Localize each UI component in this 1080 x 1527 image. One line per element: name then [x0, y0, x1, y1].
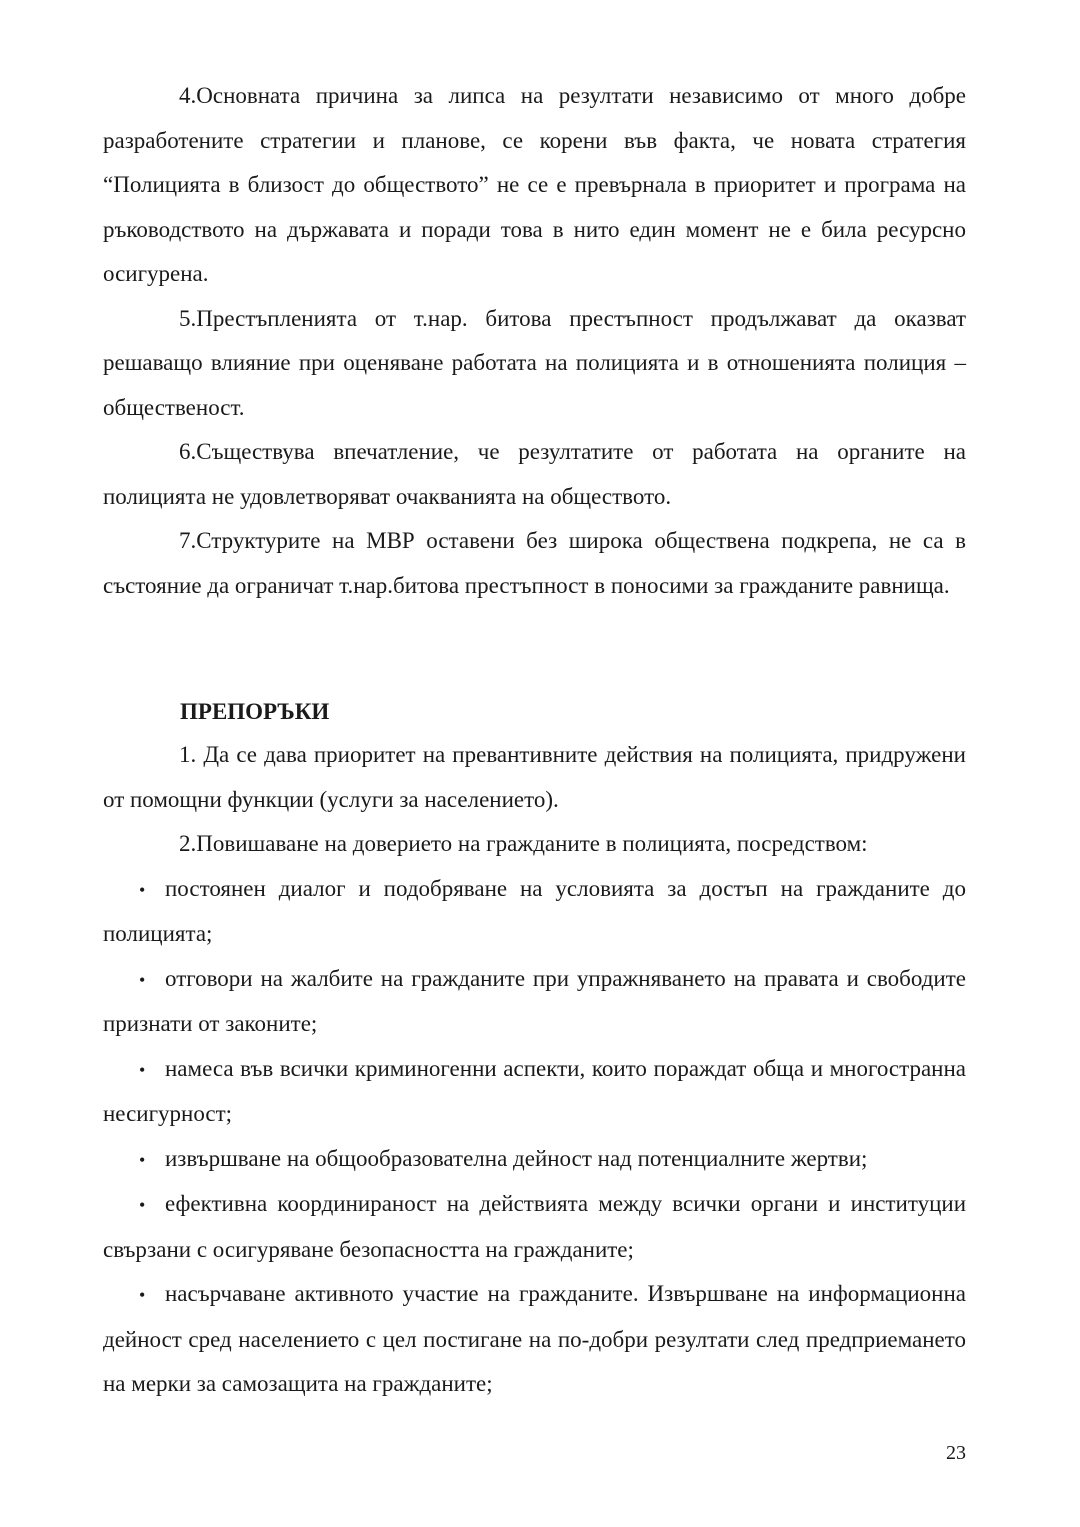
bullet-icon: •: [139, 1059, 146, 1080]
recommendation-item-2: 2.Повишаване на доверието на гражданите в полицията, посредством:: [179, 831, 868, 856]
findings-section: [103, 74, 966, 608]
bullet-text: извършване на общообразователна дейност над потенциалните жертви;: [165, 1145, 868, 1171]
bullet-icon: •: [139, 1285, 146, 1305]
finding-paragraph-4: 4.Основната причина за липса на резултати независимо от много добре разработените стратегии и планове, се корени във факта, че новата стратегия “Полицията в близост до обществото” не се е превърнала в приоритет и програма на ръководството на държавата и поради това в нито един момент не е била ресурсно осигурена.: [103, 83, 966, 286]
bullet-icon: •: [139, 969, 146, 990]
bullet-text: отговори на жалбите на гражданите при упражняването на правата и свободите признати от законите;: [103, 965, 966, 1036]
bullet-item: [103, 867, 966, 957]
page-number: 23: [946, 1442, 966, 1464]
bullet-item: [103, 1137, 966, 1183]
bullet-item: [103, 1047, 966, 1137]
bullet-text: постоянен диалог и подобряване на условията за достъп на гражданите до полицията;: [103, 875, 966, 946]
bullet-text: ефективна координираност на действията между всички органи и институции свързани с осигуряване безопасността на гражданите;: [103, 1191, 966, 1262]
bullet-text: намеса във всички криминогенни аспекти, които пораждат обща и многостранна несигурност;: [103, 1055, 966, 1126]
bullet-item: [103, 1182, 966, 1272]
recommendation-item-1: 1. Да се дава приоритет на превантивните действия на полицията, придружени от помощни функции (услуги за населението).: [103, 742, 966, 812]
bullet-item: [103, 957, 966, 1047]
bullet-text: насърчаване активното участие на гражданите. Извършване на информационна дейност сред населението с цел постигане на по-добри резултати след предприемането на мерки за самозащита на гражданите;: [103, 1281, 966, 1396]
bullet-item: [103, 1272, 966, 1407]
finding-paragraph-5: 5.Престъпленията от т.нар. битова престъпност продължават да оказват решаващо влияние при оценяване работата на полицията и в отношенията полиция – общественост.: [103, 305, 966, 420]
bullet-icon: •: [139, 1149, 146, 1170]
bullet-icon: •: [139, 879, 146, 900]
finding-paragraph-6: 6.Съществува впечатление, че резултатите от работата на органите на полицията не удовлетворяват очакванията на обществото.: [103, 439, 966, 509]
recommendations-heading: ПРЕПОРЪКИ: [180, 699, 330, 724]
recommendations-section: [103, 733, 966, 1407]
finding-paragraph-7: 7.Структурите на МВР оставени без широка обществена подкрепа, не са в състояние да ограничат т.нар.битова престъпност в поносими за гражданите равнища.: [103, 528, 966, 598]
bullet-icon: •: [139, 1195, 146, 1215]
